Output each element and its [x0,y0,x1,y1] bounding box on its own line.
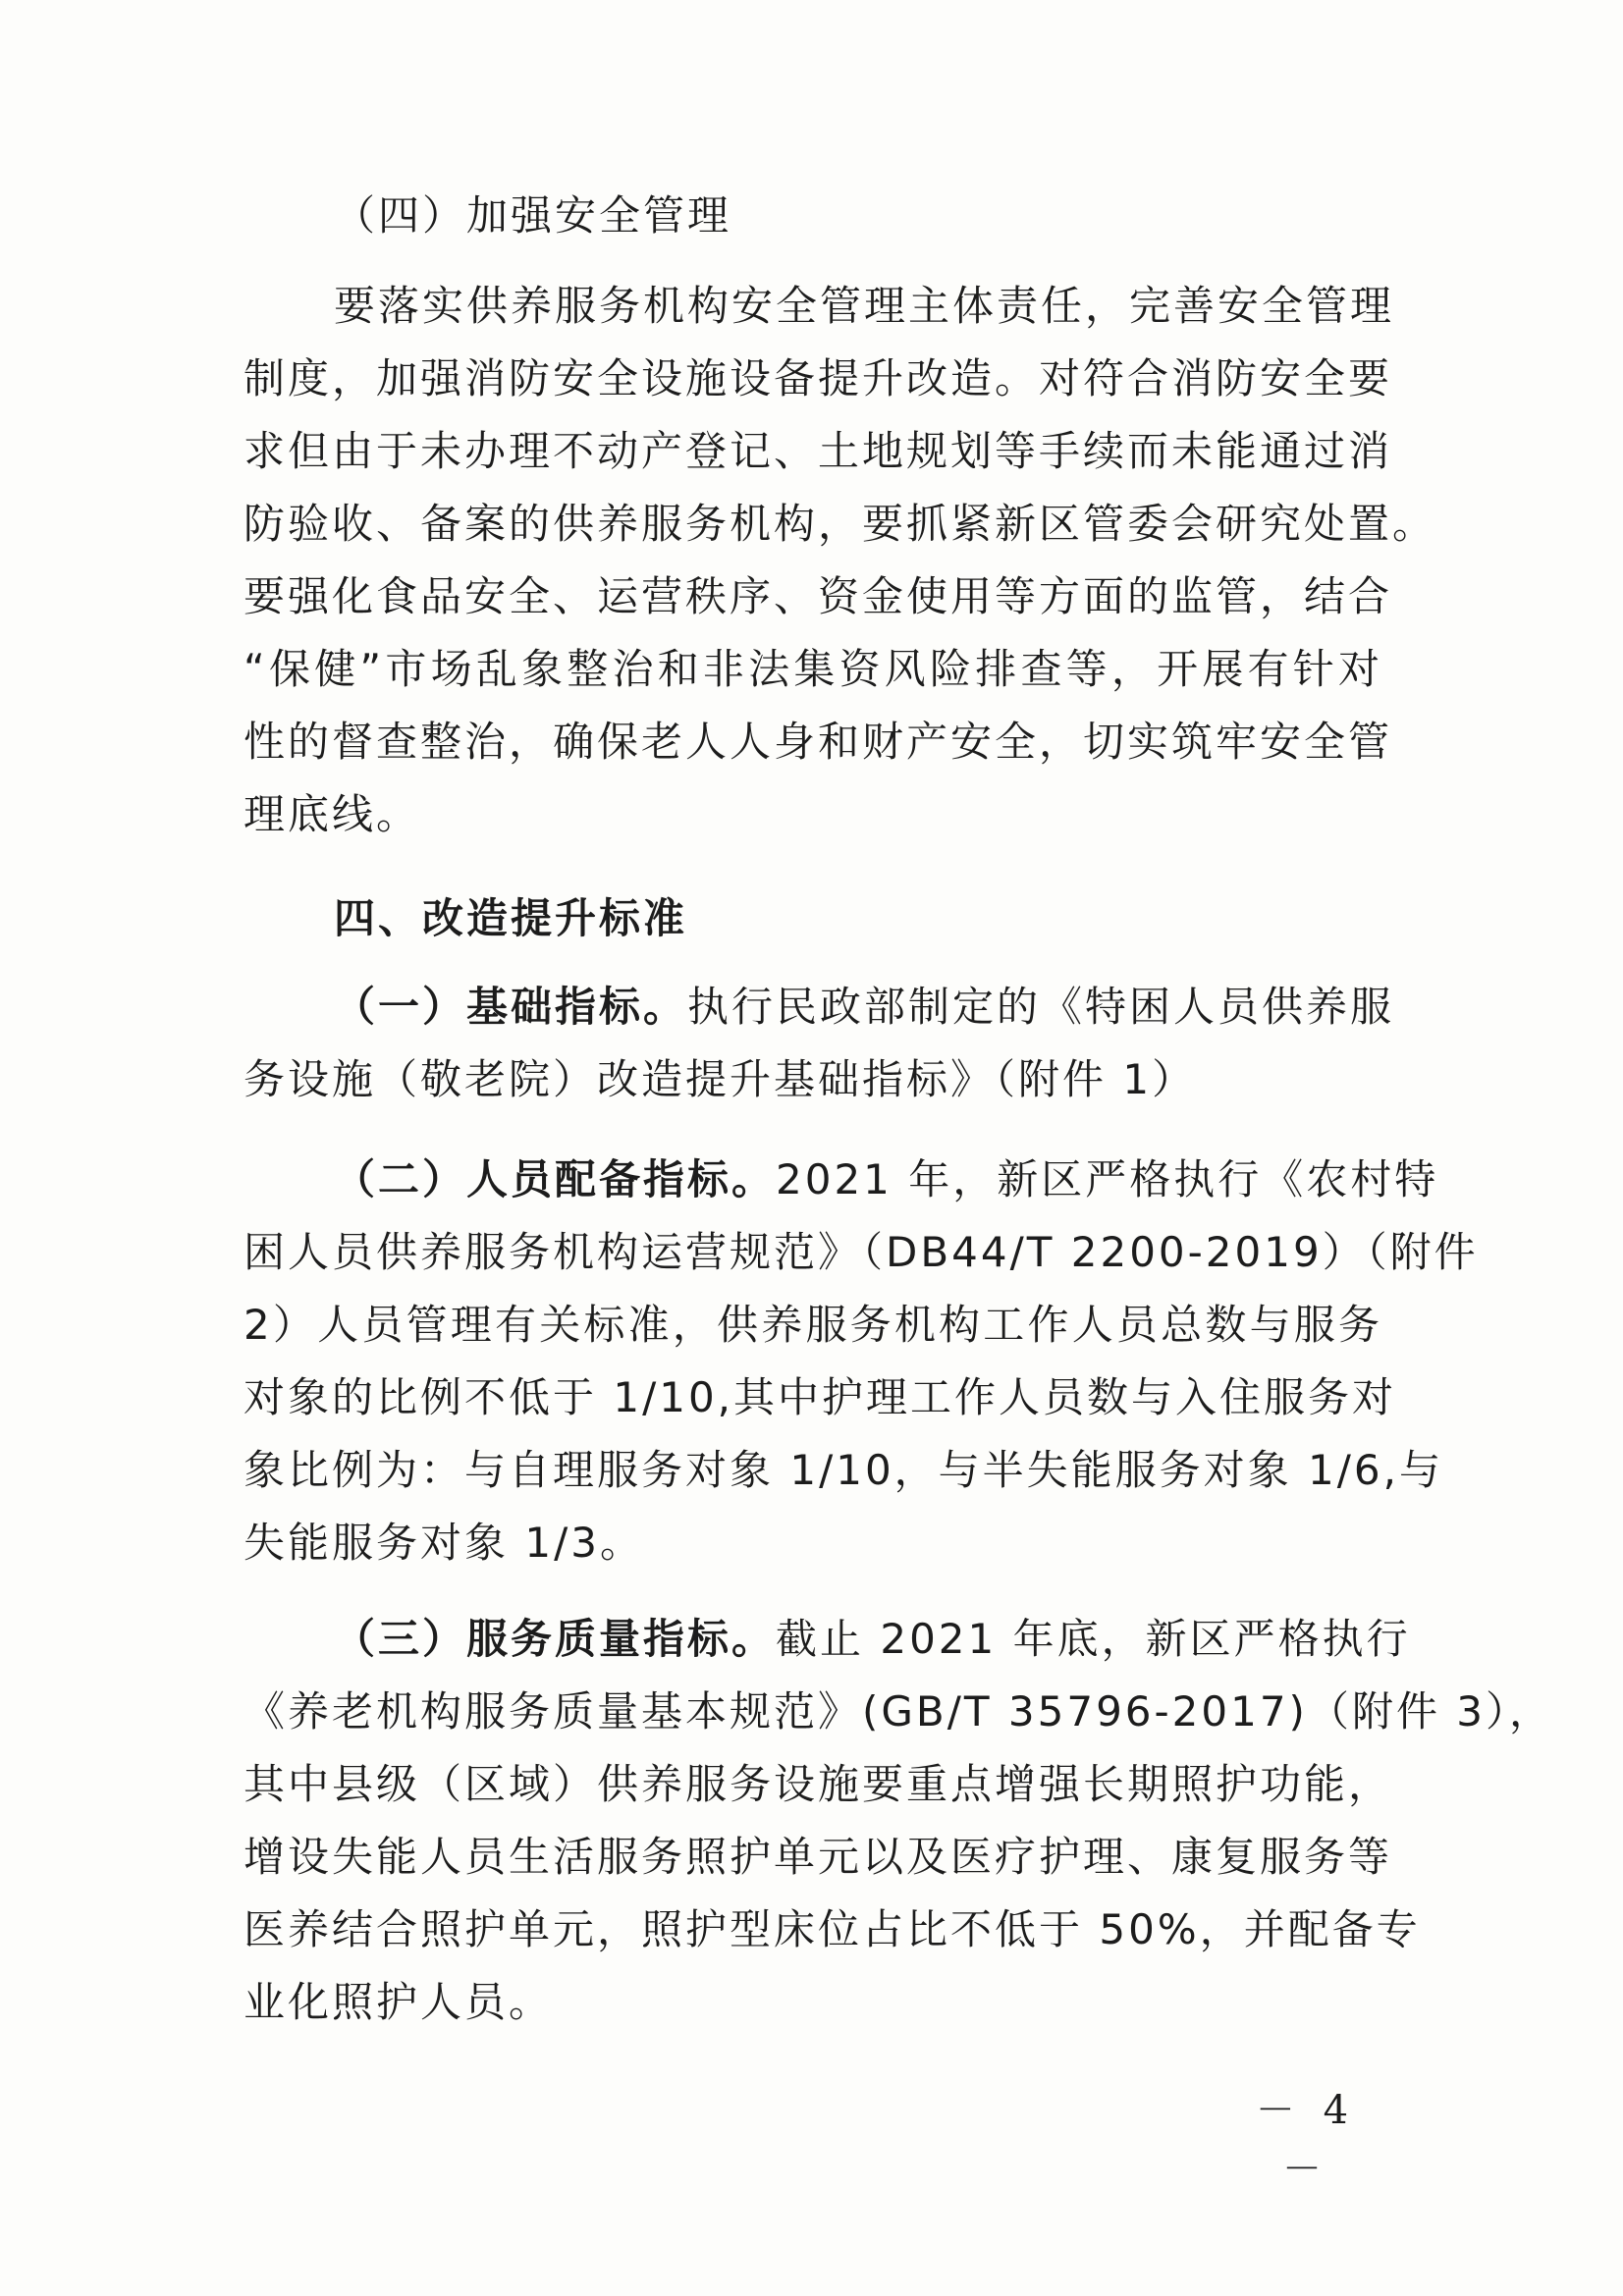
item-3-text: 截止 2021 年底，新区严格执行 [776,1615,1411,1663]
paragraph-line: 性的督查整治，确保老人人身和财产安全，切实筑牢安全管 [243,718,1393,766]
paragraph-line: 其中县级（区域）供养服务设施要重点增强长期照护功能， [243,1760,1393,1808]
page-number: － 4 － [1255,2088,1357,2192]
paragraph-line: 理底线。 [243,790,421,838]
paragraph-line: 要强化食品安全、运营秩序、资金使用等方面的监管，结合 [243,572,1393,620]
section-heading: （四）加强安全管理 [334,191,732,240]
paragraph-line: 防验收、备案的供养服务机构，要抓紧新区管委会研究处置。 [243,500,1437,548]
item-3-first-line [334,1610,1411,1669]
paragraph-line: 求但由于未办理不动产登记、土地规划等手续而未能通过消 [243,427,1393,475]
paragraph-line: 要落实供养服务机构安全管理主体责任，完善安全管理 [334,282,1395,330]
paragraph-line: 《养老机构服务质量基本规范》(GB/T 35796-2017)（附件 3）， [243,1687,1554,1735]
item-2-first-line [334,1150,1439,1209]
paragraph-line: 象比例为：与自理服务对象 1/10，与半失能服务对象 1/6,与 [243,1446,1443,1494]
item-2-text: 2021 年，新区严格执行《农村特 [776,1155,1439,1203]
part-heading: 四、改造提升标准 [334,894,688,942]
item-1-text: 执行民政部制定的《特困人员供养服 [687,983,1395,1031]
paragraph-line: 业化照护人员。 [243,1978,554,2026]
paragraph-line: 务设施（敬老院）改造提升基础指标》（附件 1） [243,1055,1197,1103]
paragraph-line: 对象的比例不低于 1/10,其中护理工作人员数与入住服务对 [243,1373,1397,1421]
paragraph-line: 困人员供养服务机构运营规范》（DB44/T 2200-2019）（附件 [243,1228,1479,1276]
item-1-first-line [334,978,1395,1037]
paragraph-line: 失能服务对象 1/3。 [243,1519,644,1567]
paragraph-line: 制度，加强消防安全设施设备提升改造。对符合消防安全要 [243,354,1393,402]
item-2-label: （二）人员配备指标。 [334,1155,777,1203]
paragraph-line: “保健”市场乱象整治和非法集资风险排查等，开展有针对 [243,645,1382,693]
paragraph-line: 医养结合照护单元，照护型床位占比不低于 50%，并配备专 [243,1905,1421,1953]
item-3-label: （三）服务质量指标。 [334,1615,777,1663]
paragraph-line: 增设失能人员生活服务照护单元以及医疗护理、康复服务等 [243,1833,1393,1881]
paragraph-line: 2）人员管理有关标准，供养服务机构工作人员总数与服务 [243,1301,1382,1349]
item-1-label: （一）基础指标。 [334,983,688,1031]
